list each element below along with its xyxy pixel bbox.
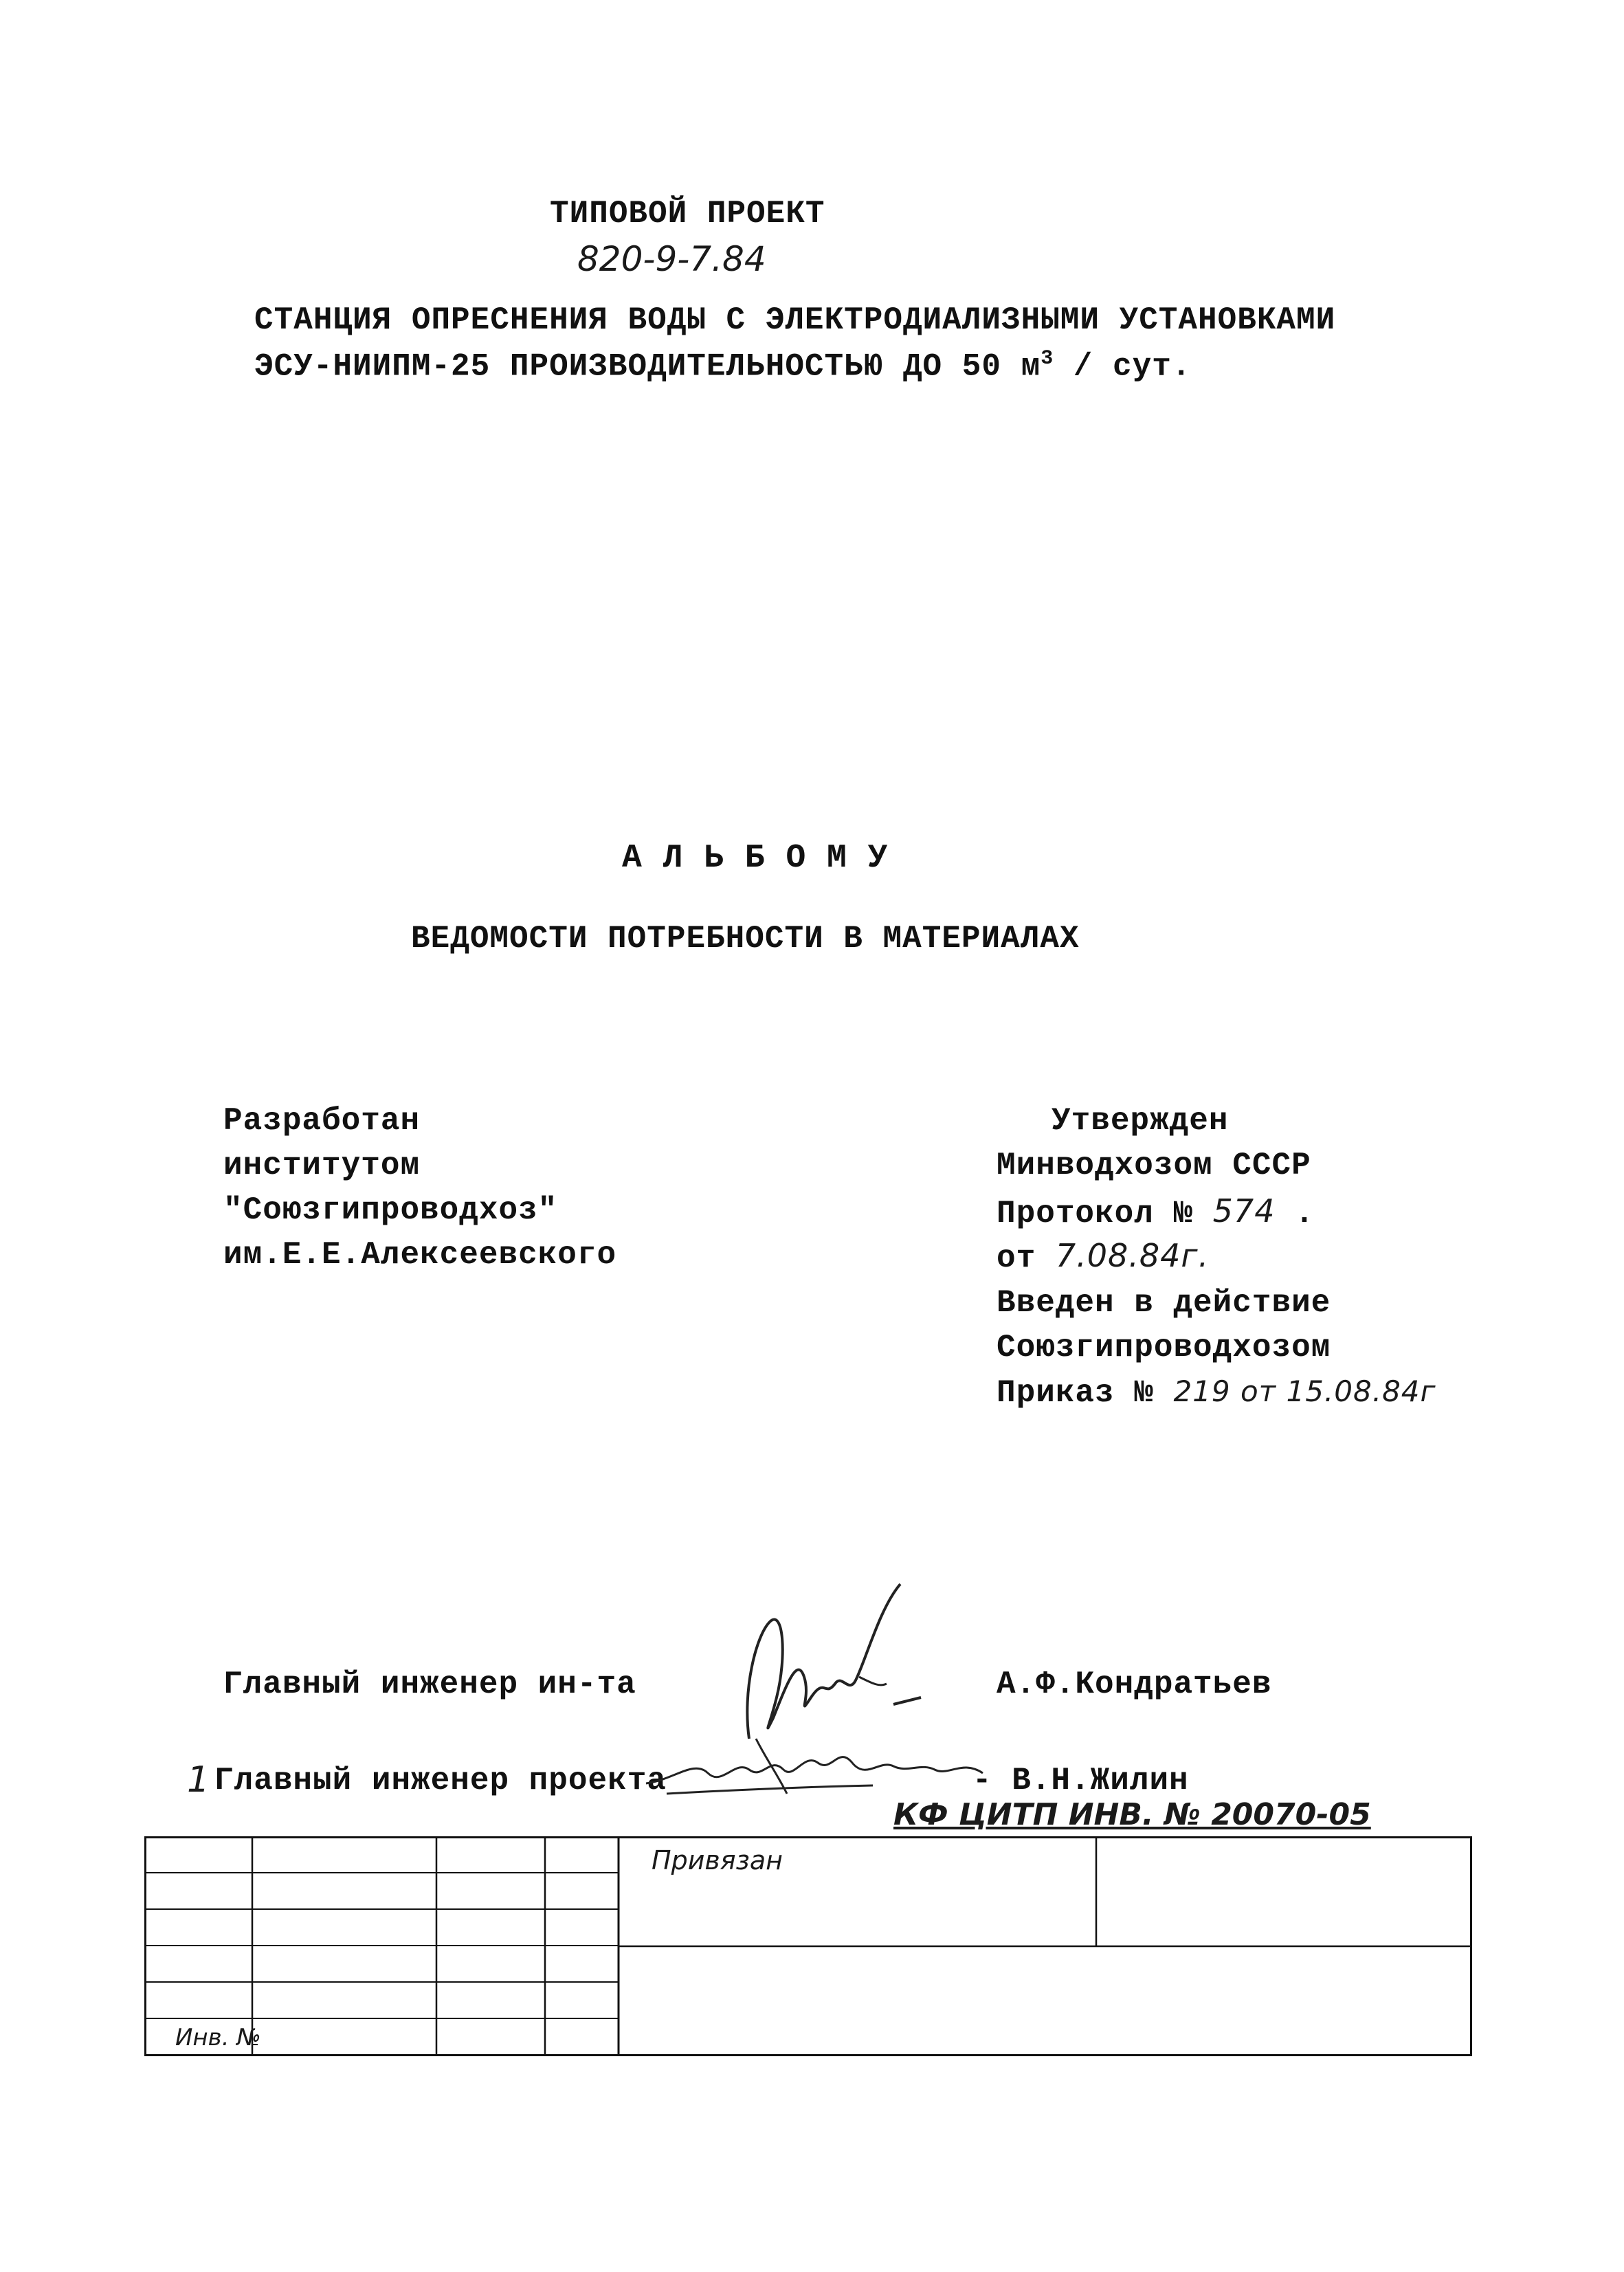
margin-mark: 1 xyxy=(187,1759,210,1801)
chief-engineer-label: Главный инженер ин-та xyxy=(223,1667,636,1702)
protocol-date: 7.08.84г. xyxy=(1055,1237,1210,1274)
signature-project-engineer xyxy=(646,1732,990,1807)
approval-line-1: Утвержден xyxy=(1052,1103,1229,1139)
approval-line-5: Введен в действие xyxy=(997,1285,1331,1321)
project-engineer-label: Главный инженер проекта xyxy=(214,1763,667,1798)
developer-line-4: им.Е.Е.Алексеевского xyxy=(223,1237,617,1273)
project-engineer-name: - В.Н.Жилин xyxy=(972,1763,1189,1798)
bound-label: Привязан xyxy=(652,1845,783,1875)
order-number-date: 219 от 15.08.84г xyxy=(1173,1374,1436,1408)
archive-number: КФ ЦИТП ИНВ. № 20070-05 xyxy=(893,1797,1371,1832)
title-block-stamp xyxy=(144,1836,1472,2056)
album-label: А Л Ь Б О М У xyxy=(622,840,889,877)
stamp-grid xyxy=(144,1836,1472,2056)
approval-line-3: Протокол № 574 . xyxy=(997,1192,1315,1232)
protocol-number: 574 xyxy=(1212,1192,1276,1229)
developer-line-1: Разработан xyxy=(223,1103,421,1139)
title-line-1: СТАНЦИЯ ОПРЕСНЕНИЯ ВОДЫ С ЭЛЕКТРОДИАЛИЗНЫМИ УСТАНОВКАМИ xyxy=(254,302,1336,338)
approval-line-6: Союзгипроводхозом xyxy=(997,1330,1331,1366)
album-subtitle: ВЕДОМОСТИ ПОТРЕБНОСТИ В МАТЕРИАЛАХ xyxy=(411,921,1080,957)
project-number: 820-9-7.84 xyxy=(577,239,766,279)
chief-engineer-name: А.Ф.Кондратьев xyxy=(997,1667,1272,1702)
developer-line-2: институтом xyxy=(223,1148,421,1183)
title-line-2: ЭСУ-НИИПМ-25 ПРОИЗВОДИТЕЛЬНОСТЬЮ ДО 50 $м^3$ / сут. xyxy=(254,347,1192,385)
document-type: ТИПОВОЙ ПРОЕКТ xyxy=(550,196,825,232)
approval-line-4: от 7.08.84г. xyxy=(997,1237,1210,1276)
approval-line-7: Приказ № 219 от 15.08.84г xyxy=(997,1374,1436,1411)
inventory-label: Инв. № xyxy=(175,2024,261,2051)
approval-line-2: Минводхозом СССР xyxy=(997,1148,1311,1183)
developer-line-3: "Союзгипроводхоз" xyxy=(223,1192,558,1228)
